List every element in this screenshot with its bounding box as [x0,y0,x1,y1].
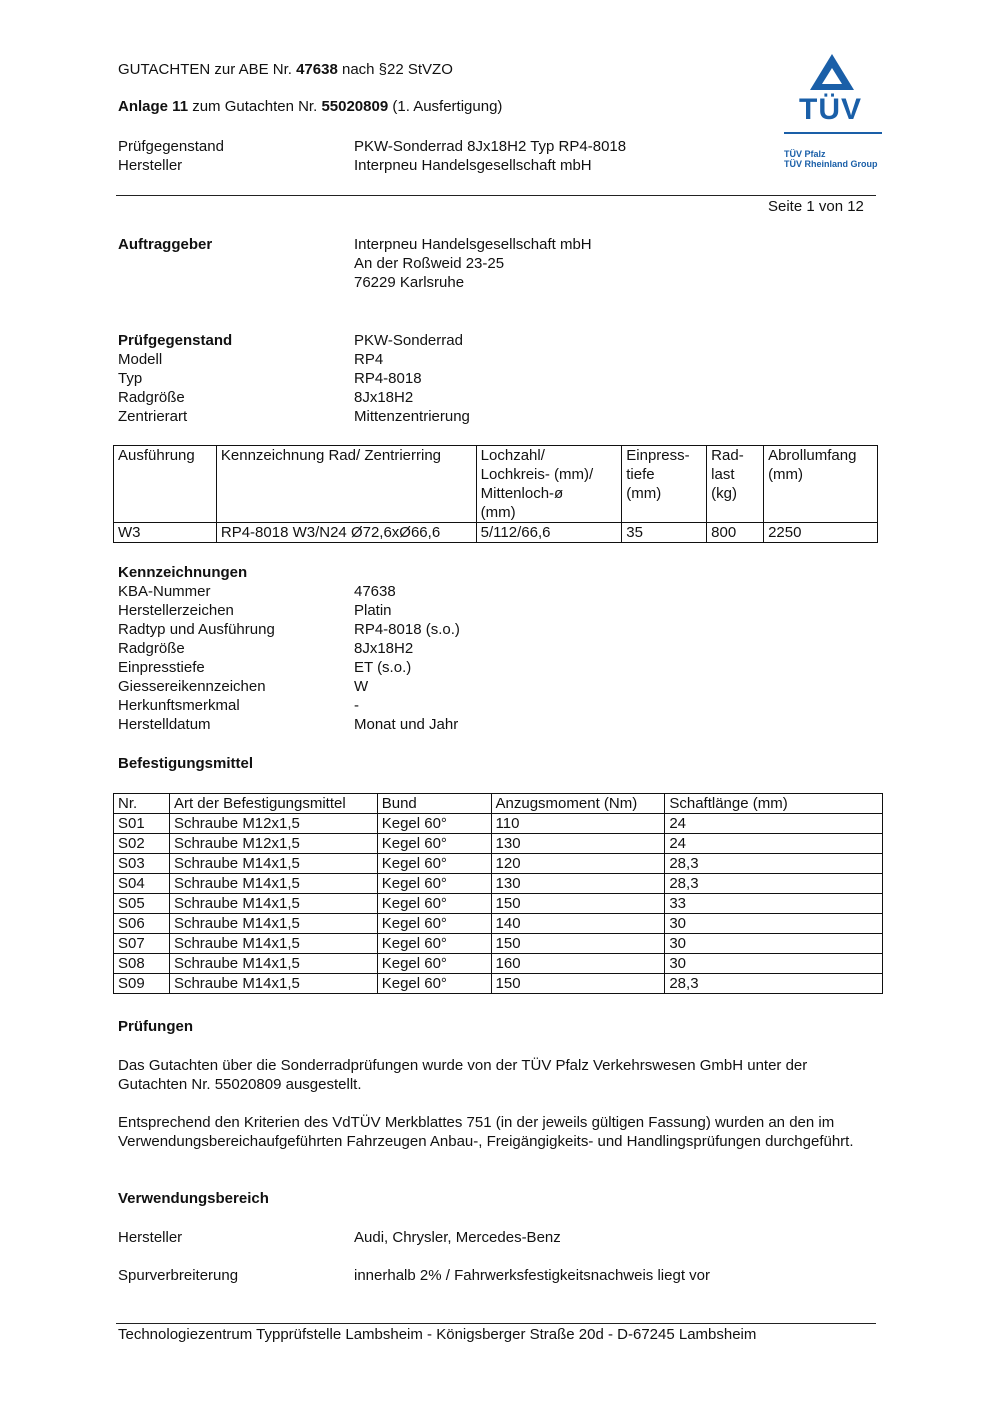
table-cell: S09 [114,974,170,994]
table-cell: S02 [114,834,170,854]
footer-address: Technologiezentrum Typprüfstelle Lambsheim - Königsberger Straße 20d - D-67245 Lambsheim [118,1326,757,1343]
header-hersteller-label: Hersteller [118,157,183,174]
table-cell: 35 [622,523,707,543]
table-cell: S03 [114,854,170,874]
header-divider [116,195,876,196]
table-row [114,523,878,543]
pruefungen-paragraph-1: Das Gutachten über die Sonderradprüfungen wurde von der TÜV Pfalz Verkehrswesen GmbH unter der Gutachten Nr. 55020809 ausgestellt. [118,1057,808,1093]
table-cell: S06 [114,914,170,934]
verwendung-hersteller-label: Hersteller [118,1229,183,1246]
table-cell: 24 [665,814,883,834]
kv-row: Typ RP4-8018 [118,370,422,387]
table-cell: W3 [114,523,217,543]
table-row [114,974,883,994]
logo-line1: TÜV Pfalz [784,149,826,159]
table-cell: 24 [665,834,883,854]
table-cell: 2250 [764,523,878,543]
pruefungen-paragraph-2: Entsprechend den Kriterien des VdTÜV Merkblattes 751 (in der jeweils gültigen Fassung) wurden an den im Verwendungsbereichaufgeführten Fahrzeugen Anbau-, Freigängigkeits- und Handlingsprüfungen durchgeführt. [118,1114,854,1150]
table-header-cell: Schaftlänge (mm) [665,794,883,814]
table-cell: Schraube M14x1,5 [169,934,377,954]
kennzeichnungen-block [118,582,818,734]
table-cell: Schraube M14x1,5 [169,914,377,934]
table-header-cell: Abrollumfang (mm) [764,446,878,523]
pruefungen-title: Prüfungen [118,1018,193,1035]
wheel-table [113,445,878,543]
table-header-cell: Rad- last (kg) [707,446,764,523]
header-hersteller-value: Interpneu Handelsgesellschaft mbH [354,157,592,174]
page-number: Seite 1 von 12 [768,198,864,215]
table-cell: S08 [114,954,170,974]
table-header-row [114,446,878,523]
table-row [114,814,883,834]
kv-row: Prüfgegenstand PKW-Sonderrad [118,332,463,349]
kv-row: KBA-Nummer 47638 [118,583,396,600]
table-cell: 30 [665,954,883,974]
table-cell: 130 [491,834,665,854]
table-cell: 33 [665,894,883,914]
table-header-row [114,794,883,814]
table-cell: Schraube M12x1,5 [169,814,377,834]
befestigung-table [113,793,883,994]
kv-row: Herstelldatum Monat und Jahr [118,716,459,733]
table-header-cell: Ausführung [114,446,217,523]
kv-row: Giessereikennzeichen W [118,678,369,695]
table-row [114,834,883,854]
tuv-logo [744,50,920,170]
table-cell: 800 [707,523,764,543]
table-header-cell: Einpress- tiefe (mm) [622,446,707,523]
table-cell: 28,3 [665,974,883,994]
table-cell: 28,3 [665,854,883,874]
auftraggeber-line: An der Roßweid 23-25 [354,255,505,272]
table-cell: Schraube M14x1,5 [169,874,377,894]
befestigung-title: Befestigungsmittel [118,755,254,772]
table-header-cell: Lochzahl/ Lochkreis- (mm)/ Mittenloch-ø (mm) [476,446,622,523]
table-cell: Kegel 60° [377,934,491,954]
table-cell: 110 [491,814,665,834]
table-cell: Kegel 60° [377,874,491,894]
table-cell: Kegel 60° [377,954,491,974]
footer-divider [116,1323,876,1324]
table-cell: Kegel 60° [377,854,491,874]
kv-row: Radgröße 8Jx18H2 [118,640,414,657]
header-pruefgegenstand-label: Prüfgegenstand [118,138,224,155]
table-cell: 30 [665,914,883,934]
spurverbreiterung-value: innerhalb 2% / Fahrwerksfestigkeitsnachweis liegt vor [354,1267,710,1284]
table-row [114,914,883,934]
kv-row: Herkunftsmerkmal - [118,697,359,714]
table-cell: S05 [114,894,170,914]
table-cell: Schraube M14x1,5 [169,894,377,914]
table-header-cell: Nr. [114,794,170,814]
table-cell: RP4-8018 W3/N24 Ø72,6xØ66,6 [216,523,476,543]
table-header-cell: Bund [377,794,491,814]
kennzeichnungen-title: Kennzeichnungen [118,564,248,581]
header-anlage-line: Anlage 11 zum Gutachten Nr. 55020809 (1. Ausfertigung) [118,98,503,115]
table-row [114,934,883,954]
table-cell: Schraube M12x1,5 [169,834,377,854]
logo-line2: TÜV Rheinland Group [784,159,878,169]
auftraggeber-line: Interpneu Handelsgesellschaft mbH [354,236,592,253]
table-row [114,854,883,874]
table-cell: Kegel 60° [377,914,491,934]
table-cell: 5/112/66,6 [476,523,622,543]
kv-row: Herstellerzeichen Platin [118,602,392,619]
table-cell: Kegel 60° [377,814,491,834]
table-cell: 28,3 [665,874,883,894]
table-row [114,954,883,974]
table-cell: Kegel 60° [377,974,491,994]
kv-row: Modell RP4 [118,351,384,368]
pruefgegenstand-block [118,331,818,426]
kv-row: Einpresstiefe ET (s.o.) [118,659,412,676]
logo-brand: TÜV [799,93,862,126]
header-pruefgegenstand-value: PKW-Sonderrad 8Jx18H2 Typ RP4-8018 [354,138,627,155]
table-cell: Schraube M14x1,5 [169,854,377,874]
table-header-cell: Kennzeichnung Rad/ Zentrierring [216,446,476,523]
auftraggeber-line: 76229 Karlsruhe [354,274,465,291]
table-cell: 30 [665,934,883,954]
table-cell: 140 [491,914,665,934]
table-row [114,874,883,894]
table-cell: Schraube M14x1,5 [169,954,377,974]
table-cell: S01 [114,814,170,834]
table-cell: S07 [114,934,170,954]
verwendungsbereich-title: Verwendungsbereich [118,1190,269,1207]
table-cell: 150 [491,894,665,914]
table-cell: Kegel 60° [377,834,491,854]
table-header-cell: Anzugsmoment (Nm) [491,794,665,814]
table-row [114,894,883,914]
verwendung-hersteller-value: Audi, Chrysler, Mercedes-Benz [354,1229,561,1246]
table-cell: 130 [491,874,665,894]
table-cell: 160 [491,954,665,974]
table-cell: S04 [114,874,170,894]
kv-row: Radgröße 8Jx18H2 [118,389,414,406]
table-cell: Kegel 60° [377,894,491,914]
kv-row: Radtyp und Ausführung RP4-8018 (s.o.) [118,621,460,638]
auftraggeber-label: Auftraggeber [118,236,213,253]
kv-row: Zentrierart Mittenzentrierung [118,408,470,425]
table-cell: 150 [491,974,665,994]
spurverbreiterung-label: Spurverbreiterung [118,1267,239,1284]
table-cell: Schraube M14x1,5 [169,974,377,994]
table-header-cell: Art der Befestigungsmittel [169,794,377,814]
header-abe-line: GUTACHTEN zur ABE Nr. 47638 nach §22 StVZO [118,61,453,78]
table-cell: 150 [491,934,665,954]
table-cell: 120 [491,854,665,874]
